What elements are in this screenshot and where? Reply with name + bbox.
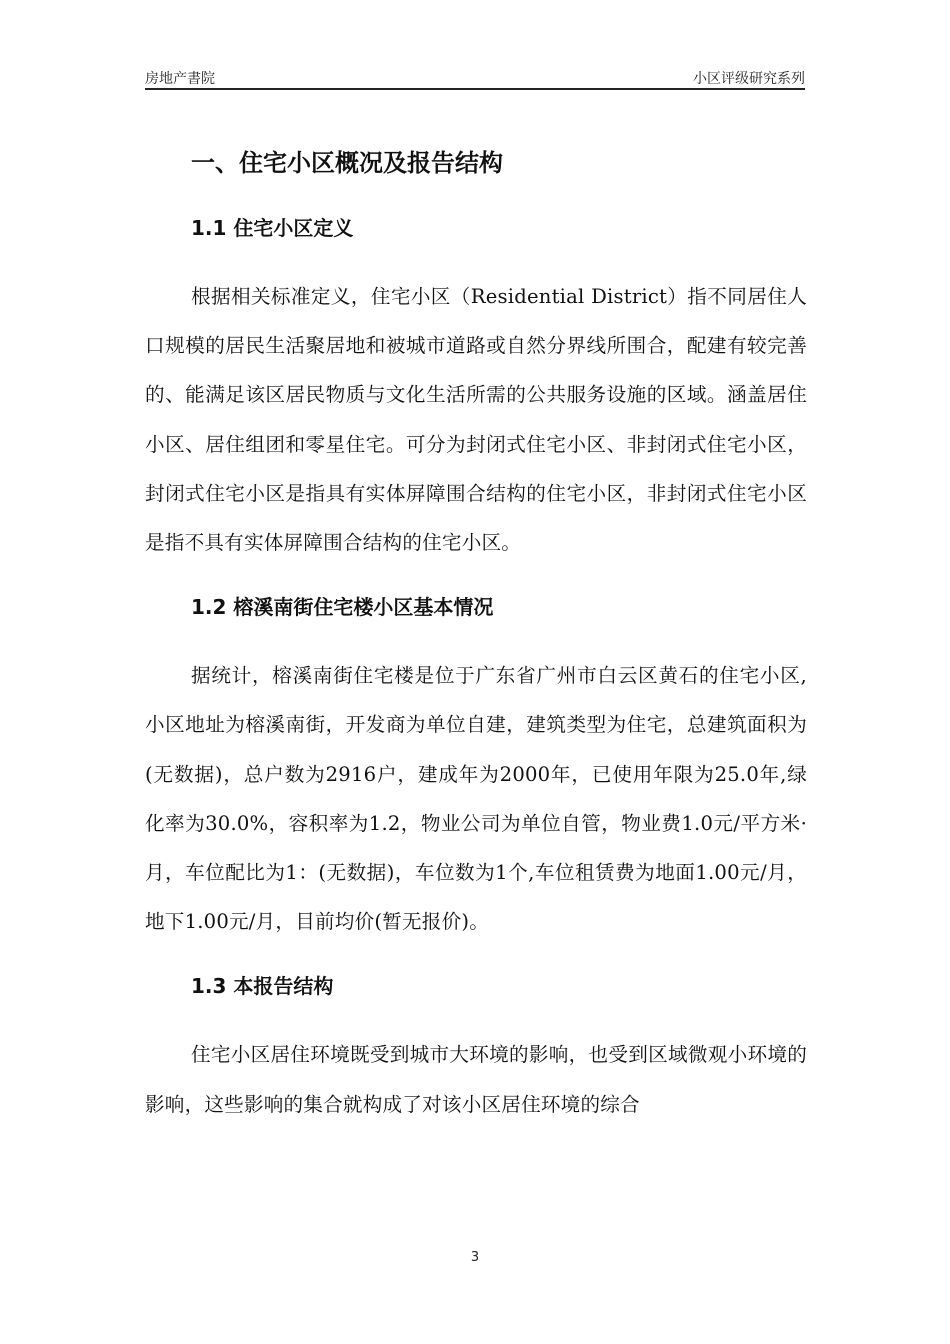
section-heading-1-3: 1.3 本报告结构 (191, 974, 334, 999)
document-body (145, 140, 807, 1129)
section-heading-1-1: 1.1 住宅小区定义 (191, 216, 354, 240)
section-paragraph-1-2: 据统计，榕溪南街住宅楼是位于广东省广州市白云区黄石的住宅小区,小区地址为榕溪南街，开发商为单位自建，建筑类型为住宅，总建筑面积为(无数据)，总户数为2916户，建成年为2000年，已使用年限为25.0年,绿化率为30.0%，容积率为1.2，物业公司为单位自管，物业费1.0元/平方米·月，车位配比为1：(无数据)，车位数为1个,车位租赁费为地面1.00元/月，地下1.00元/月，目前均价(暂无报价)。 (145, 664, 807, 934)
page-header (145, 62, 805, 88)
header-publisher: 房地产書院 (145, 71, 215, 87)
section-heading-1-2: 1.2 榕溪南街住宅楼小区基本情况 (191, 595, 494, 620)
section-paragraph-1-3: 住宅小区居住环境既受到城市大环境的影响，也受到区域微观小环境的影响，这些影响的集合就构成了对该小区居住环境的综合 (145, 1043, 807, 1116)
header-divider (145, 88, 805, 90)
section-paragraph-1-1: 根据相关标准定义，住宅小区（Residential District）指不同居住人口规模的居民生活聚居地和被城市道路或自然分界线所围合，配建有较完善的、能满足该区居民物质与文化生活所需的公共服务设施的区域。涵盖居住小区、居住组团和零星住宅。可分为封闭式住宅小区、非封闭式住宅小区，封闭式住宅小区是指具有实体屏障围合结构的住宅小区，非封闭式住宅小区是指不具有实体屏障围合结构的住宅小区。 (145, 285, 807, 555)
chapter-heading: 一、住宅小区概况及报告结构 (191, 149, 503, 177)
page-number: 3 (470, 1250, 480, 1265)
header-series-title: 小区评级研究系列 (693, 71, 805, 87)
